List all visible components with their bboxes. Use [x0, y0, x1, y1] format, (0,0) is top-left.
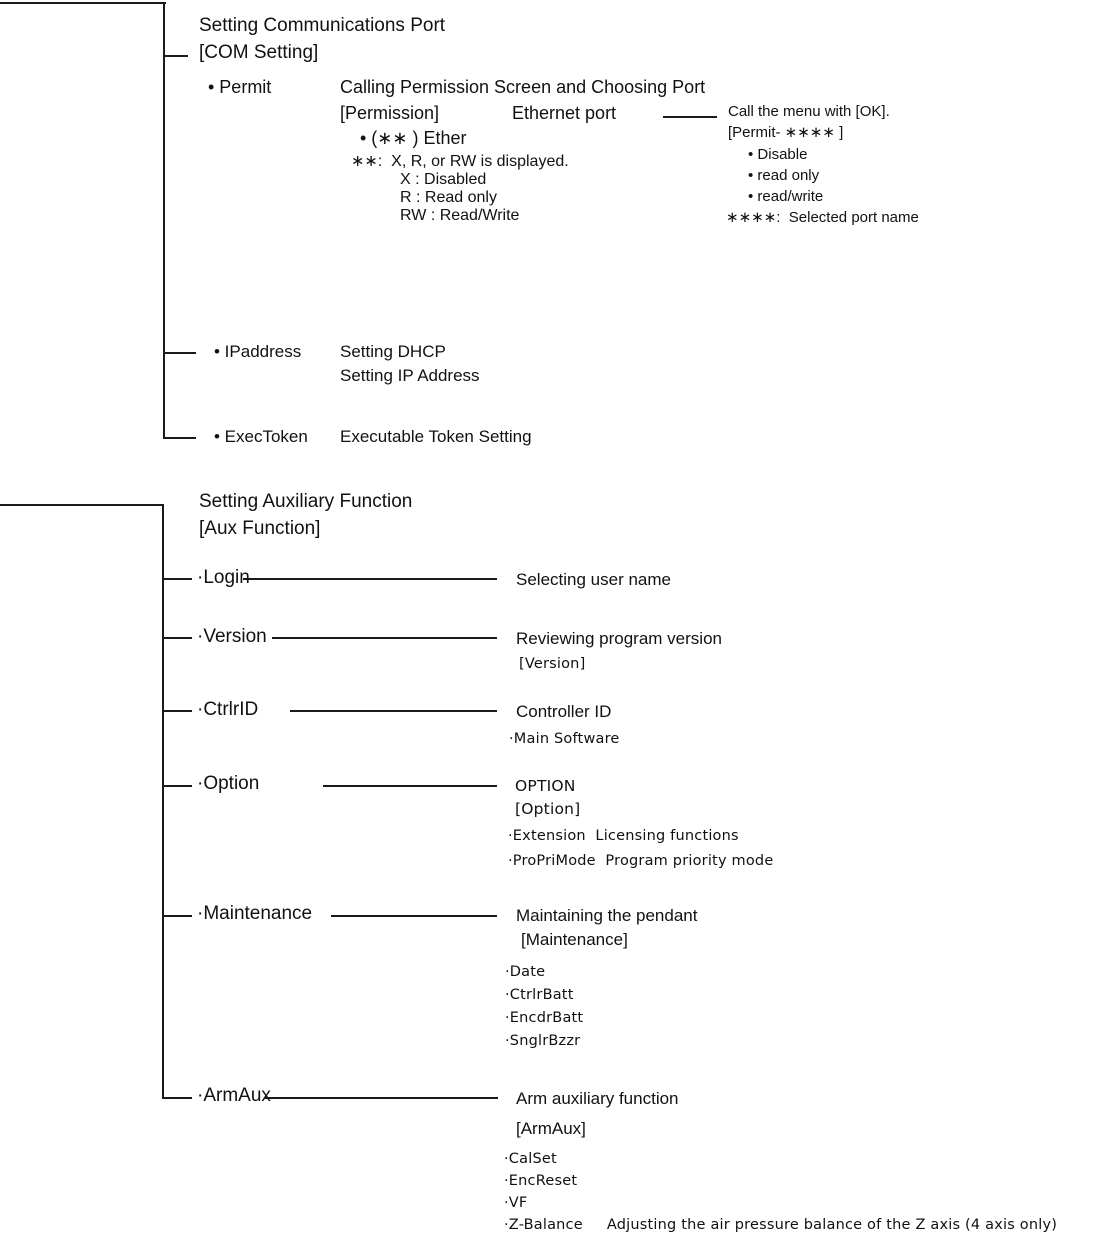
login-connector-line: [243, 578, 497, 580]
ether-port-item: • (∗∗ ) Ether: [360, 128, 467, 148]
tree-tick-ipaddress: [163, 352, 196, 354]
maintenance-connector-line: [331, 915, 497, 917]
login-label: ·Login: [197, 567, 250, 588]
ctrlrid-connector-line: [290, 710, 497, 712]
option-sub-extension: ·Extension Licensing functions: [508, 828, 739, 844]
menu-option-disable: • Disable: [748, 146, 808, 163]
option-connector-line: [323, 785, 497, 787]
maintenance-screen-name: [Maintenance]: [521, 930, 628, 949]
option-sub-proprimode: ·ProPriMode Program priority mode: [508, 853, 774, 869]
tree-tick-armaux: [162, 1097, 192, 1099]
permit-label: • Permit: [208, 77, 272, 97]
tree-tick-option: [162, 785, 192, 787]
permission-screen-name: [Permission]: [340, 103, 440, 123]
legend-r-read-only: R : Read only: [400, 189, 497, 206]
ethernet-port-connector-line: [663, 116, 717, 118]
version-desc: Reviewing program version: [516, 629, 722, 648]
permit-heading: Calling Permission Screen and Choosing Port: [340, 77, 706, 97]
armaux-sub-calset: ·CalSet: [504, 1151, 557, 1167]
tree-tick-ctrlrid: [162, 710, 192, 712]
ethernet-port-label: Ethernet port: [512, 103, 617, 123]
legend-x-disabled: X : Disabled: [400, 171, 487, 188]
armaux-connector-line: [265, 1097, 498, 1099]
ctrlrid-desc: Controller ID: [516, 702, 612, 721]
tree-tick-com-setting: [163, 55, 188, 57]
version-connector-line: [272, 637, 497, 639]
ipaddress-label: • IPaddress: [214, 342, 302, 361]
com-section-subtitle: [COM Setting]: [199, 42, 319, 63]
menu-option-read-write: • read/write: [748, 188, 824, 205]
ipaddress-desc-ip: Setting IP Address: [340, 366, 480, 385]
maintenance-label: ·Maintenance: [197, 903, 313, 924]
permit-screen-name: [Permit- ∗∗∗∗ ]: [728, 124, 844, 141]
tree-branch-line: [0, 504, 164, 506]
tree-trunk-line: [162, 504, 164, 1099]
menu-call-note: Call the menu with [OK].: [728, 103, 890, 120]
armaux-sub-zbalance: ·Z-Balance Adjusting the air pressure balance of the Z axis (4 axis only): [504, 1217, 1058, 1233]
tree-tick-version: [162, 637, 192, 639]
tree-tick-exectoken: [163, 437, 196, 439]
armaux-sub-vf: ·VF: [504, 1195, 528, 1211]
version-label: ·Version: [197, 626, 267, 647]
menu-option-read-only: • read only: [748, 167, 820, 184]
version-screen-name: [Version]: [519, 656, 586, 672]
exectoken-label: • ExecToken: [214, 427, 308, 446]
ctrlrid-sub-main-software: ·Main Software: [509, 731, 620, 747]
maintenance-sub-encdrbatt: ·EncdrBatt: [505, 1010, 584, 1026]
port-name-note: ∗∗∗∗: Selected port name: [726, 209, 919, 226]
legend-rw-read-write: RW : Read/Write: [400, 207, 520, 224]
asterisk-legend-intro: ∗∗: X, R, or RW is displayed.: [351, 153, 569, 170]
maintenance-sub-ctrlrbatt: ·CtrlrBatt: [505, 987, 574, 1003]
aux-section-title: Setting Auxiliary Function: [199, 491, 413, 512]
tree-tick-maintenance: [162, 915, 192, 917]
option-desc: OPTION: [515, 777, 576, 795]
option-label: ·Option: [197, 773, 260, 794]
maintenance-sub-date: ·Date: [505, 964, 546, 980]
maintenance-desc: Maintaining the pendant: [516, 906, 698, 925]
aux-section-subtitle: [Aux Function]: [199, 518, 321, 539]
com-section-title: Setting Communications Port: [199, 15, 446, 36]
armaux-desc: Arm auxiliary function: [516, 1089, 679, 1108]
ipaddress-desc-dhcp: Setting DHCP: [340, 342, 446, 361]
tree-trunk-line: [163, 2, 165, 439]
login-desc: Selecting user name: [516, 570, 671, 589]
armaux-label: ·ArmAux: [197, 1085, 271, 1106]
maintenance-sub-snglrbzzr: ·SnglrBzzr: [505, 1033, 581, 1049]
option-screen-name: [Option]: [515, 800, 581, 818]
armaux-sub-encreset: ·EncReset: [504, 1173, 578, 1189]
armaux-screen-name: [ArmAux]: [516, 1119, 586, 1138]
tree-tick-login: [162, 578, 192, 580]
tree-branch-line: [0, 2, 166, 4]
ctrlrid-label: ·CtrlrID: [197, 699, 259, 720]
exectoken-desc: Executable Token Setting: [340, 427, 532, 446]
